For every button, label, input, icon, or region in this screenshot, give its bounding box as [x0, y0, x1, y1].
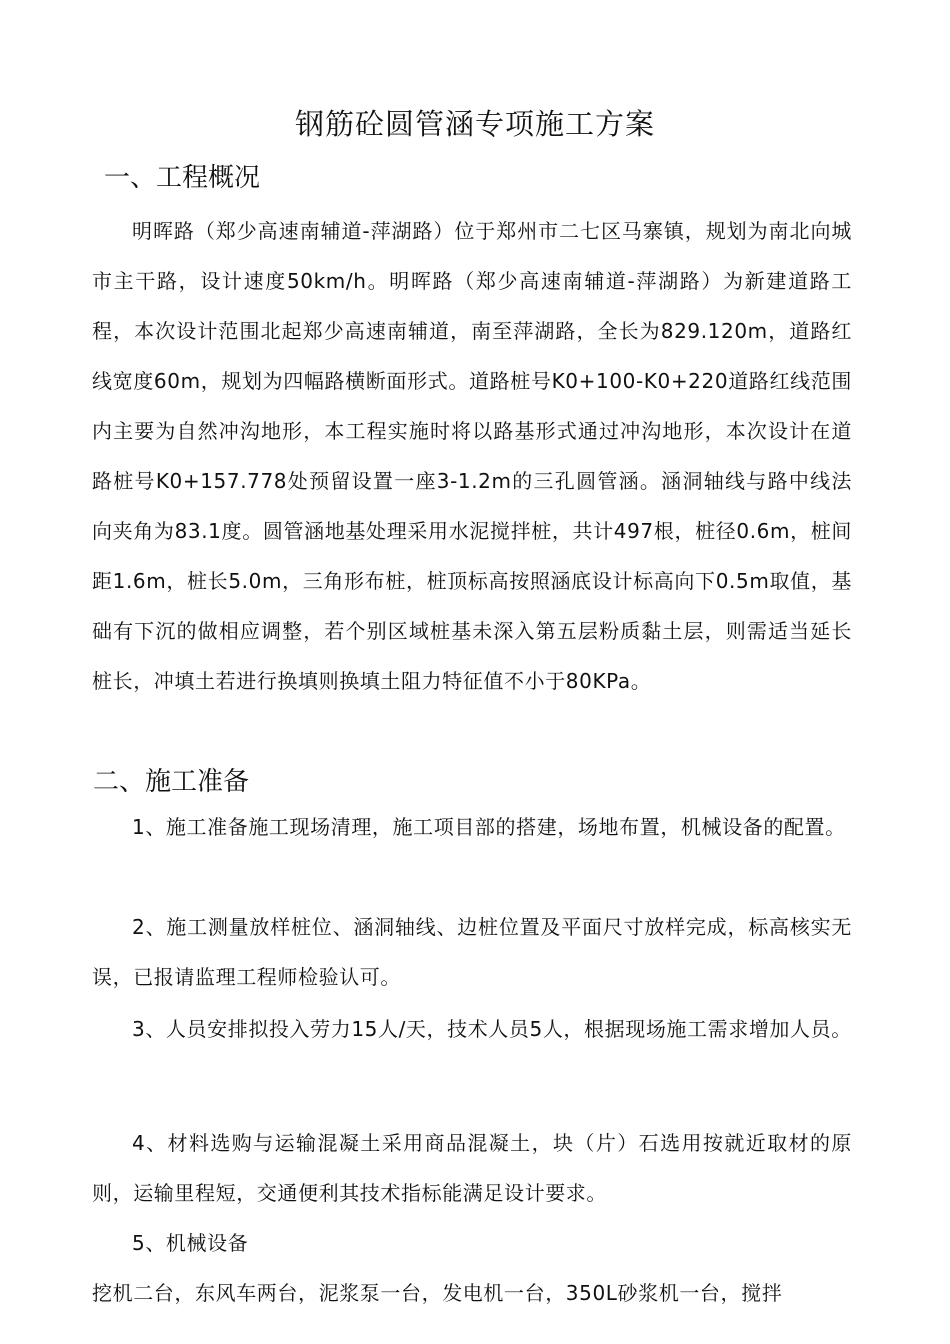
section-heading-preparation: 二、施工准备 [93, 767, 250, 797]
document-title: 钢筋砼圆管涵专项施工方案 [294, 107, 655, 141]
preparation-item-machinery-list: 挖机二台，东风车两台，泥浆泵一台，发电机一台，350L砂浆机一台，搅拌 [92, 1281, 783, 1305]
section-heading-overview: 一、工程概况 [104, 163, 261, 193]
overview-paragraph: 明晖路（郑少高速南辅道-萍湖路）位于郑州市二七区马寨镇，规划为南北向城市主干路，设计速度50km/h。明晖路（郑少高速南辅道-萍湖路）为新建道路工程，本次设计范围北起郑少高速南辅道，南至萍湖路，全长为829.120m，道路红线宽度60m，规划为四幅路横断面形式。道路桩号K0+100-K0+220道路红线范围内主要为自然冲沟地形，本工程实施时将以路基形式通过冲沟地形，本次设计在道路桩号K0+157.778处预留设置一座3-1.2m的三孔圆管涵。涵洞轴线与路中线法向夹角为83.1度。圆管涵地基处理采用水泥搅拌桩，共计497根，桩径0.6m，桩间距1.6m，桩长5.0m，三角形布桩，桩顶标高按照涵底设计标高向下0.5m取值，基础有下沉的做相应调整，若个别区域桩基未深入第五层粉质黏土层，则需适当延长桩长，冲填土若进行换填则换填土阻力特征值不小于80KPa。 [92, 219, 852, 693]
preparation-item-site-clearing: 1、施工准备施工现场清理，施工项目部的搭建，场地布置，机械设备的配置。 [132, 815, 846, 839]
preparation-item-machinery-heading: 5、机械设备 [132, 1231, 249, 1255]
preparation-item-staffing: 3、人员安排拟投入劳力15人/天，技术人员5人，根据现场施工需求增加人员。 [132, 1017, 852, 1041]
preparation-item-survey: 2、施工测量放样桩位、涵洞轴线、边桩位置及平面尺寸放样完成，标高核实无误，已报请监理工程师检验认可。 [92, 915, 852, 989]
preparation-item-materials: 4、材料选购与运输混凝土采用商品混凝土，块（片）石选用按就近取材的原则，运输里程短，交通便利其技术指标能满足设计要求。 [92, 1131, 852, 1205]
